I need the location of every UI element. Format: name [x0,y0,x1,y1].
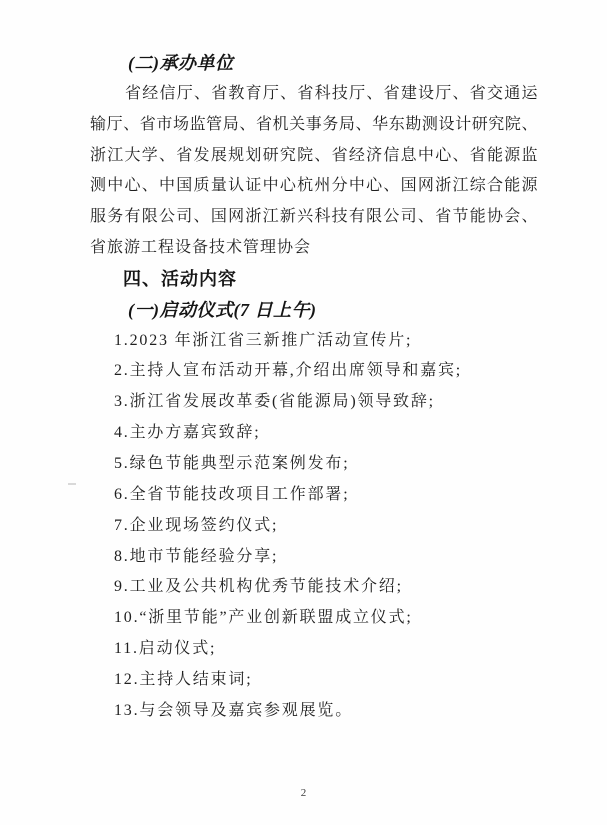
agenda-item: 3.浙江省发展改革委(省能源局)领导致辞; [114,393,435,411]
agenda-item: 13.与会领导及嘉宾参观展览。 [114,701,354,719]
agenda-item: 8.地市节能经验分享; [114,547,279,565]
page-content [90,48,537,727]
agenda-item: 4.主办方嘉宾致辞; [114,424,261,442]
heading-section-activities: 四、活动内容 [123,268,237,289]
heading-launch-ceremony: (一)启动仪式(7 日上午) [128,299,317,320]
organizers-paragraph-line: 省经信厅、省教育厅、省科技厅、省建设厅、省交通运 [125,84,537,102]
agenda-item: 11.启动仪式; [114,640,217,658]
organizers-paragraph-line: 测中心、中国质量认证中心杭州分中心、国网浙江综合能源 [90,177,537,195]
scan-artifact-dash [68,483,76,485]
agenda-item: 9.工业及公共机构优秀节能技术介绍; [114,578,403,596]
organizers-paragraph-line: 输厅、省市场监管局、省机关事务局、华东勘测设计研究院、 [90,115,537,133]
page-number: 2 [300,787,307,799]
agenda-item: 12.主持人结束词; [114,670,253,688]
agenda-item: 5.绿色节能典型示范案例发布; [114,454,350,472]
organizers-paragraph-line: 服务有限公司、国网浙江新兴科技有限公司、省节能协会、 [90,208,537,226]
agenda-item: 10.“浙里节能”产业创新联盟成立仪式; [114,609,413,627]
organizers-paragraph-line: 省旅游工程设备技术管理协会 [90,239,312,257]
agenda-item: 1.2023 年浙江省三新推广活动宣传片; [114,331,413,349]
heading-organizers: (二)承办单位 [128,53,234,73]
organizers-paragraph-line: 浙江大学、省发展规划研究院、省经济信息中心、省能源监 [90,146,537,164]
agenda-item: 2.主持人宣布活动开幕,介绍出席领导和嘉宾; [114,362,463,380]
agenda-item: 7.企业现场签约仪式; [114,516,279,534]
agenda-item: 6.全省节能技改项目工作部署; [114,485,350,503]
